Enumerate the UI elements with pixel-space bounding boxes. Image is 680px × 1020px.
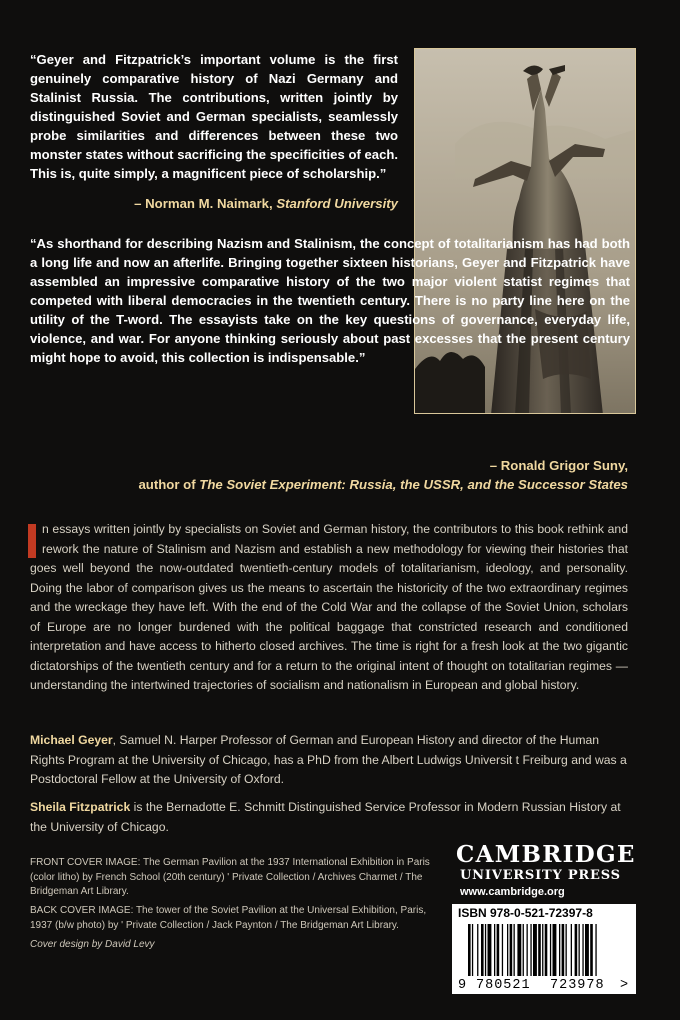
barcode-bar xyxy=(527,924,528,976)
back-cover-credit: BACK COVER IMAGE: The tower of the Soviet Pavilion at the Universal Exhibition, Paris, 1937 (b/w photo) by ' Private Collection / Jack Paynton / The Bridgeman Art Library. xyxy=(30,905,427,931)
barcode-bar xyxy=(533,924,537,976)
author-bio-text: , Samuel N. Harper Professor of German and European History and director of the Human Rights Program at the University of Chicago, has a PhD from the Albert Ludwigs Universit t Freiburg and was a Postdoctoral Fellow at the University of Oxford. xyxy=(30,733,627,786)
barcode-bar xyxy=(494,924,495,976)
barcode-bar xyxy=(472,924,473,976)
barcode-bar xyxy=(590,924,593,976)
barcode-bar xyxy=(566,924,567,976)
author-name: Michael Geyer xyxy=(30,733,113,747)
barcode-bar xyxy=(553,924,557,976)
isbn-barcode xyxy=(452,904,636,994)
barcode-digit-lead: 9 xyxy=(458,978,468,993)
book-description-text: n essays written jointly by specialists on Soviet and German history, the contributors to this book rethink and rework the nature of Stalinism and Nazism and establish a new methodology for viewing their histories that goes well beyond the now-outdated twentieth-century models of totalitarianism, ideology, and personality. Doing the labor of comparison gives us the means to ascertain the historicity of the two extraordinary regimes and the wreckage they have left. With the end of the Cold War and the collapse of the Soviet Union, scholars of Europe are no longer burdened with the political baggage that constricted research and conditioned interpretation and have access to hitherto closed archives. The time is right for a fresh look at the two gigantic dictatorships of the twentieth century and for a return to the original intent of thought on totalitarian regimes — understanding the intertwined trajectories of socialism and nationalism in European and global history. xyxy=(30,522,628,692)
cover-design-credit: Cover design by David Levy xyxy=(30,939,155,950)
barcode-digit-group-right: 723978 xyxy=(550,978,605,993)
author-bio-geyer xyxy=(30,731,628,790)
barcode-bar xyxy=(502,924,503,976)
publisher-logo xyxy=(456,842,636,900)
review-quote-naimark: “Geyer and Fitzpatrick’s important volume is the first genuinely comparative history of Nazi Germany and Stalinist Russia. The contributions, written jointly by distinguished Soviet and German specialists, seamlessly probe similarities and differences between these two monster states without sacrificing the specificities of each. This is, quite simply, a magnificent piece of scholarship.” xyxy=(30,52,398,181)
attribution-name: – Norman M. Naimark, xyxy=(134,196,273,211)
attribution-affiliation: Stanford University xyxy=(276,196,398,211)
barcode-bar xyxy=(559,924,560,976)
barcode-bar xyxy=(571,924,572,976)
barcode-bar xyxy=(517,924,521,976)
front-cover-credit: FRONT COVER IMAGE: The German Pavilion at the 1937 International Exhibition in Paris (color litho) by French School (20th century) ' Private Collection / Archives Charmet / The Bridgeman Art Library. xyxy=(30,857,430,897)
publisher-name: CAMBRIDGE xyxy=(456,841,636,868)
barcode-bar xyxy=(477,924,478,976)
review-attribution-naimark xyxy=(30,194,398,213)
barcode-bar xyxy=(510,924,513,976)
author-bio-fitzpatrick xyxy=(30,798,628,837)
attribution-book: The Soviet Experiment: Russia, the USSR, and the Successor States xyxy=(199,477,628,492)
barcode-bar xyxy=(514,924,515,976)
publisher-subname: UNIVERSITY PRESS xyxy=(460,868,621,883)
barcode-bar xyxy=(481,924,484,976)
attribution-role: author of xyxy=(138,477,196,492)
barcode-bar xyxy=(545,924,548,976)
barcode-bar xyxy=(530,924,531,976)
author-name: Sheila Fitzpatrick xyxy=(30,800,131,814)
publisher-url: www.cambridge.org xyxy=(460,886,565,898)
review-quote-suny: “As shorthand for describing Nazism and Stalinism, the concept of totalitarianism has had both a long life and now an afterlife. Bringing together sixteen historians, Geyer and Fitzpatrick have assembled an impressive comparative history of the two major violent statist regimes that competed with liberal democracies in the twentieth century. There is no party line here on the utility of the T-word. The essayists take on the key questions of governance, everyday life, violence, and war. For anyone thinking seriously about past excesses that the present century might hope to avoid, this collection is indispensable.” xyxy=(30,236,630,365)
barcode-bar xyxy=(579,924,580,976)
barcode-quiet-zone-marker: > xyxy=(620,978,630,993)
barcode-bar xyxy=(595,924,596,976)
barcode-bar xyxy=(485,924,486,976)
barcode-bar xyxy=(507,924,508,976)
barcode-bar xyxy=(497,924,500,976)
barcode-bar xyxy=(582,924,583,976)
barcode-bar xyxy=(562,924,565,976)
barcode-bar xyxy=(523,924,524,976)
drop-cap-bar xyxy=(28,524,36,558)
barcode-bar xyxy=(468,924,471,976)
book-description xyxy=(30,520,628,696)
barcode-bar xyxy=(550,924,551,976)
barcode-bar xyxy=(575,924,578,976)
author-bio-text: is the Bernadotte E. Schmitt Distinguished Service Professor in Modern Russian History at the University of Chicago. xyxy=(30,800,621,834)
barcode-bar xyxy=(542,924,543,976)
barcode-bar xyxy=(488,924,492,976)
barcode-bar xyxy=(538,924,541,976)
barcode-digit-group-left: 780521 xyxy=(476,978,531,993)
review-attribution-suny xyxy=(30,456,628,494)
attribution-name: – Ronald Grigor Suny, xyxy=(489,458,628,473)
isbn-label: ISBN 978-0-521-72397-8 xyxy=(458,906,593,920)
barcode-bar xyxy=(585,924,589,976)
